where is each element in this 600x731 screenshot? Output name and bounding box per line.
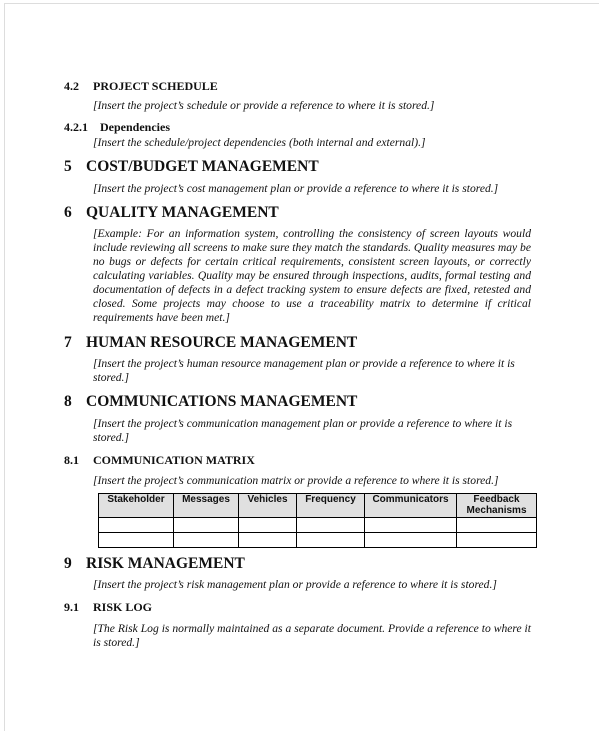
table-row bbox=[99, 533, 537, 548]
table-cell[interactable] bbox=[174, 518, 239, 533]
col-frequency: Frequency bbox=[297, 494, 365, 518]
communication-matrix-text: [Insert the project’s communication matrix or provide a reference to where it is stored.] bbox=[93, 474, 499, 487]
col-stakeholder: Stakeholder bbox=[99, 494, 174, 518]
risk-management-text: [Insert the project’s risk management plan or provide a reference to where it is stored.] bbox=[93, 578, 497, 591]
table-cell[interactable] bbox=[365, 533, 457, 548]
col-messages: Messages bbox=[174, 494, 239, 518]
dependencies-text: [Insert the schedule/project dependencies (both internal and external).] bbox=[93, 136, 426, 149]
human-resource-text: [Insert the project’s human resource management plan or provide a reference to where it is stored.] bbox=[93, 357, 515, 384]
quality-text: [Example: For an information system, controlling the consistency of screen layouts would include reviewing all screens to make sure they match the standards. Quality measures may be no bugs or defects for certain critical requirements, consistent screen layouts, or correctly calculating variables. Quality may be ensured through inspections, audits, formal testing and documentation of defects in a defect tracking system to ensure defects are fixed, retested and closed. Some projects may choose to use a traceability matrix to determine if critical requirements have been met.] bbox=[93, 227, 531, 324]
table-cell[interactable] bbox=[457, 533, 537, 548]
col-vehicles: Vehicles bbox=[239, 494, 297, 518]
table-cell[interactable] bbox=[239, 533, 297, 548]
communication-matrix-table bbox=[98, 493, 537, 548]
table-header-row bbox=[99, 494, 537, 518]
table-cell[interactable] bbox=[99, 533, 174, 548]
cost-budget-text: [Insert the project’s cost management plan or provide a reference to where it is stored.] bbox=[93, 182, 499, 195]
table-cell[interactable] bbox=[239, 518, 297, 533]
table-row bbox=[99, 518, 537, 533]
risk-log-text: [The Risk Log is normally maintained as a separate document. Provide a reference to where it is stored.] bbox=[93, 622, 531, 649]
table-cell[interactable] bbox=[174, 533, 239, 548]
table-cell[interactable] bbox=[457, 518, 537, 533]
project-schedule-text: [Insert the project’s schedule or provide a reference to where it is stored.] bbox=[93, 99, 435, 112]
table-cell[interactable] bbox=[297, 533, 365, 548]
col-communicators: Communicators bbox=[365, 494, 457, 518]
table-cell[interactable] bbox=[99, 518, 174, 533]
col-feedback-mechanisms: Feedback Mechanisms bbox=[457, 494, 537, 518]
table-cell[interactable] bbox=[365, 518, 457, 533]
table-cell[interactable] bbox=[297, 518, 365, 533]
communications-text: [Insert the project’s communication management plan or provide a reference to where it is stored.] bbox=[93, 417, 513, 444]
